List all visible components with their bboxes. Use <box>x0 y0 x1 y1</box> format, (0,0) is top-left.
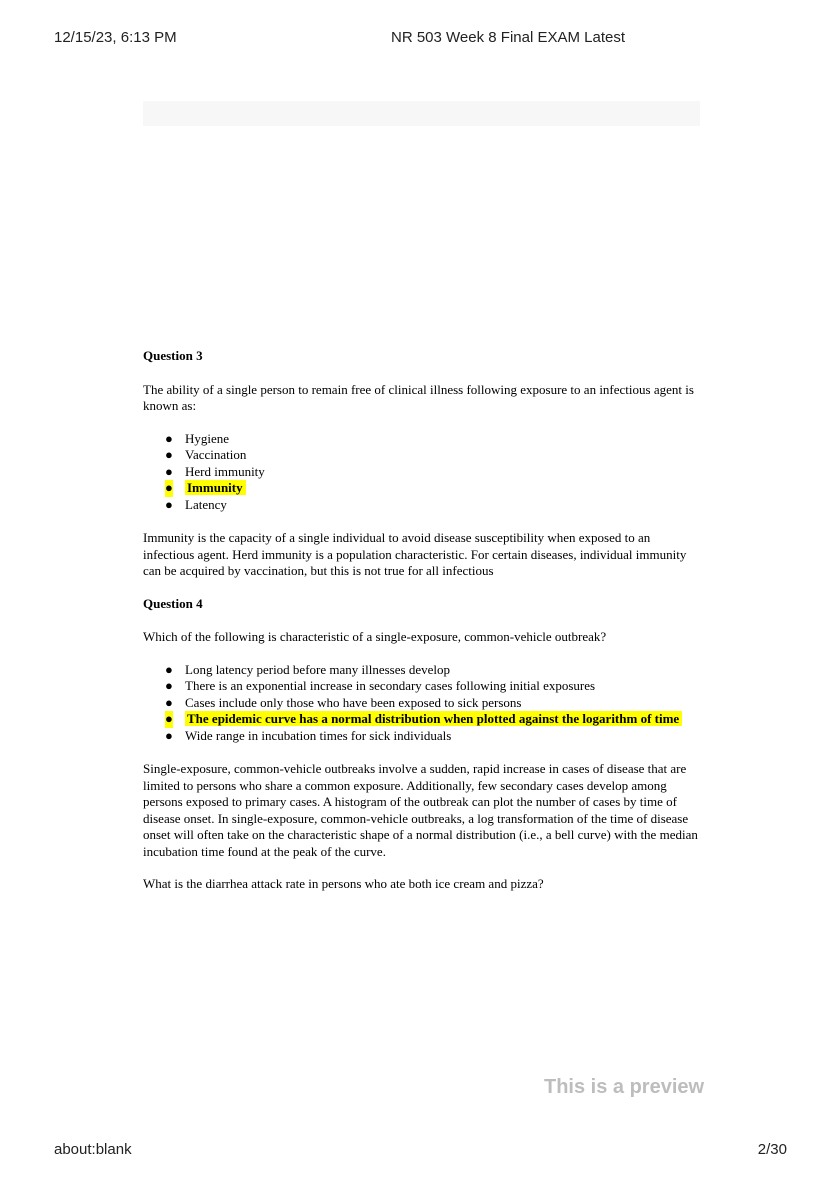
bullet-icon: ● <box>165 496 173 512</box>
bullet-icon: ● <box>165 711 173 726</box>
content-placeholder-band <box>143 101 700 126</box>
document-title: NR 503 Week 8 Final EXAM Latest <box>391 29 625 46</box>
bullet-icon: ● <box>165 694 173 710</box>
bullet-icon: ● <box>165 480 173 495</box>
answer-option: ● Herd immunity <box>165 463 265 479</box>
answer-option: ● There is an exponential increase in secondary cases following initial exposures <box>165 678 596 693</box>
question-4-options <box>143 662 700 745</box>
bullet-icon: ● <box>165 463 173 479</box>
highlighted-answer: Immunity <box>185 480 246 495</box>
answer-option: ● Latency <box>165 496 227 512</box>
question-4-explanation: Single-exposure, common-vehicle outbreaks involve a sudden, rapid increase in cases of disease that are limited to persons who share a common exposure. Additionally, few secondary cases develop among persons exposed to primary cases. A histogram of the outbreak can plot the number of cases by time of disease onset. In single-exposure, common-vehicle outbreaks, a log transformation of the time of disease onset will often take on the characteristic shape of a normal distribution (i.e., a bell curve) with the median incubation time found at the peak of the curve. <box>143 761 698 859</box>
question-4-title: Question 4 <box>143 595 203 611</box>
bullet-icon: ● <box>165 661 173 677</box>
correct-answer-option <box>143 711 700 728</box>
question-3-title: Question 3 <box>143 348 203 363</box>
exam-content <box>143 348 700 909</box>
bullet-icon: ● <box>165 678 173 693</box>
bullet-icon: ● <box>165 727 173 743</box>
bullet-icon: ● <box>165 430 173 446</box>
question-4-prompt: Which of the following is characteristic of a single-exposure, common-vehicle outbreak? <box>143 629 607 644</box>
page-number: 2/30 <box>757 1141 787 1158</box>
answer-option: ● Long latency period before many illnesses develop <box>165 661 450 677</box>
answer-option: ● Cases include only those who have been exposed to sick persons <box>165 694 522 710</box>
highlighted-answer: The epidemic curve has a normal distribution when plotted against the logarithm of time <box>185 711 682 726</box>
print-datetime: 12/15/23, 6:13 PM <box>54 29 177 46</box>
bullet-icon: ● <box>165 447 173 462</box>
page-url: about:blank <box>54 1141 132 1158</box>
answer-option: ● Wide range in incubation times for sick individuals <box>165 727 452 743</box>
question-3-prompt: The ability of a single person to remain free of clinical illness following exposure to an infectious agent is known as: <box>143 381 694 413</box>
correct-answer-option <box>143 480 700 497</box>
print-header <box>54 29 787 49</box>
next-question-prompt: What is the diarrhea attack rate in persons who ate both ice cream and pizza? <box>143 876 544 891</box>
print-footer <box>54 1141 787 1161</box>
answer-option: ● Vaccination <box>165 447 247 462</box>
preview-watermark: This is a preview <box>544 1076 705 1098</box>
question-3-options <box>143 431 700 514</box>
question-3-explanation: Immunity is the capacity of a single individual to avoid disease susceptibility when exposed to an infectious agent. Herd immunity is a population characteristic. For certain diseases, individual immunity can be acquired by vaccination, but this is not true for all infectious <box>143 530 687 578</box>
answer-option: ● Hygiene <box>165 430 230 446</box>
